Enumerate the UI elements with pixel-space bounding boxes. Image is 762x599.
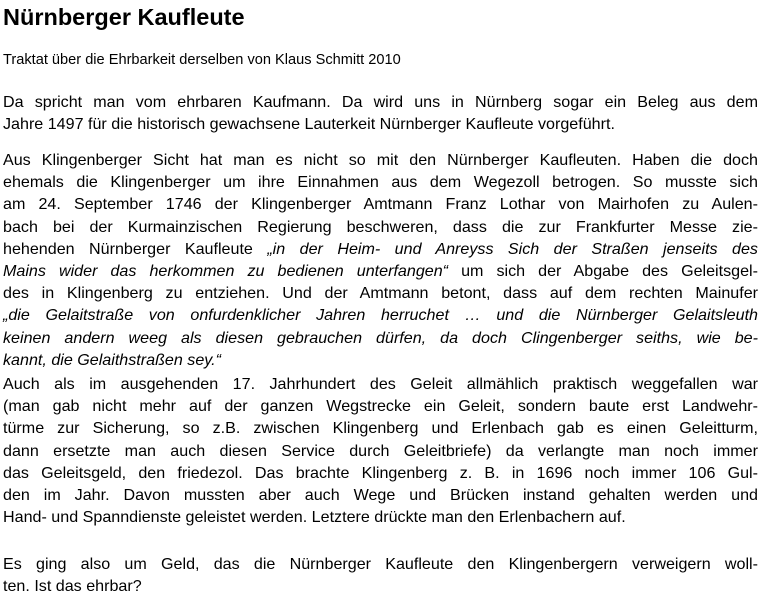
text-run: hehenden Nürnberger Kaufleute xyxy=(3,239,268,258)
text-line: dann ersetzte man auch diesen Service durch Geleitbriefe) da verlangte man noch immer xyxy=(3,441,758,460)
text-line: Es ging also um Geld, das die Nürnberger Kaufleute den Klingenbergern verweigern woll- xyxy=(3,555,758,573)
text-line: ten. Ist das ehrbar? xyxy=(3,577,142,596)
paragraph-2 xyxy=(3,149,758,371)
text-line: türme zur Sicherung, so z.B. zwischen Klingenberg und Erlenbach gab es einen Geleitturm, xyxy=(3,419,758,438)
paragraph-1 xyxy=(3,91,758,135)
text-line: Da spricht man vom ehrbaren Kaufmann. Da wird uns in Nürnberg sogar ein Beleg aus dem xyxy=(3,93,758,111)
text-line: Jahre 1497 für die historisch gewachsene Lauterkeit Nürnberger Kaufleute vorgeführt. xyxy=(3,115,615,134)
quote-line: kannt, die Gelaithstraßen sey.“ xyxy=(3,350,221,369)
text-line: am 24. September 1746 der Klingenberger Amtmann Franz Lothar von Mairhofen zu Aulen- xyxy=(3,195,758,214)
paragraph-3 xyxy=(3,373,758,528)
quote-line: keinen andern weeg als diesen gebrauchen dürfen, da doch Clingenberger seiths, wie be- xyxy=(3,328,758,347)
text-line: Hand- und Spanndienste geleistet werden. Letztere drückte man den Erlenbachern auf. xyxy=(3,508,626,527)
text-line xyxy=(3,238,758,260)
page-subtitle: Traktat über die Ehrbarkeit derselben von Klaus Schmitt 2010 xyxy=(3,52,401,68)
text-line: ehemals die Klingenberger um ihre Einnahmen aus dem Wegezoll betrogen. So musste sich xyxy=(3,173,758,192)
text-line xyxy=(3,260,758,282)
text-line: des in Klingenberg zu entziehen. Und der Amtmann betont, dass auf dem rechten Mainufer xyxy=(3,284,758,303)
quote-line: „die Gelaitstraße von onfurdenklicher Jahren herruchet … und die Nürnberger Gelaitsleuth xyxy=(3,306,758,325)
quote-run: Mains wider das herkommen zu bedienen unterfangen“ xyxy=(3,261,449,280)
text-line: Aus Klingenberger Sicht hat man es nicht so mit den Nürnberger Kaufleuten. Haben die doch xyxy=(3,151,758,169)
text-line: (man gab nicht mehr auf der ganzen Wegstrecke ein Geleit, sondern baute erst Landwehr- xyxy=(3,397,758,416)
text-line: das Geleitsgeld, den friedezol. Das brachte Klingenberg z. B. in 1696 noch immer 106 Gul- xyxy=(3,463,758,482)
page-title: Nürnberger Kaufleute xyxy=(3,4,245,30)
text-line: Auch als im ausgehenden 17. Jahrhundert des Geleit allmählich praktisch weggefallen war xyxy=(3,375,758,393)
quote-run: „in der Heim- und Anreyss Sich der Straßen jenseits des xyxy=(267,239,758,258)
text-line: den im Jahr. Davon mussten aber auch Wege und Brücken instand gehalten werden und xyxy=(3,485,758,504)
text-line: bach bei der Kurmainzischen Regierung beschweren, dass die zur Frankfurter Messe zie- xyxy=(3,217,758,236)
text-run: um sich der Abgabe des Geleitsgel- xyxy=(448,261,758,280)
paragraph-4 xyxy=(3,553,758,597)
